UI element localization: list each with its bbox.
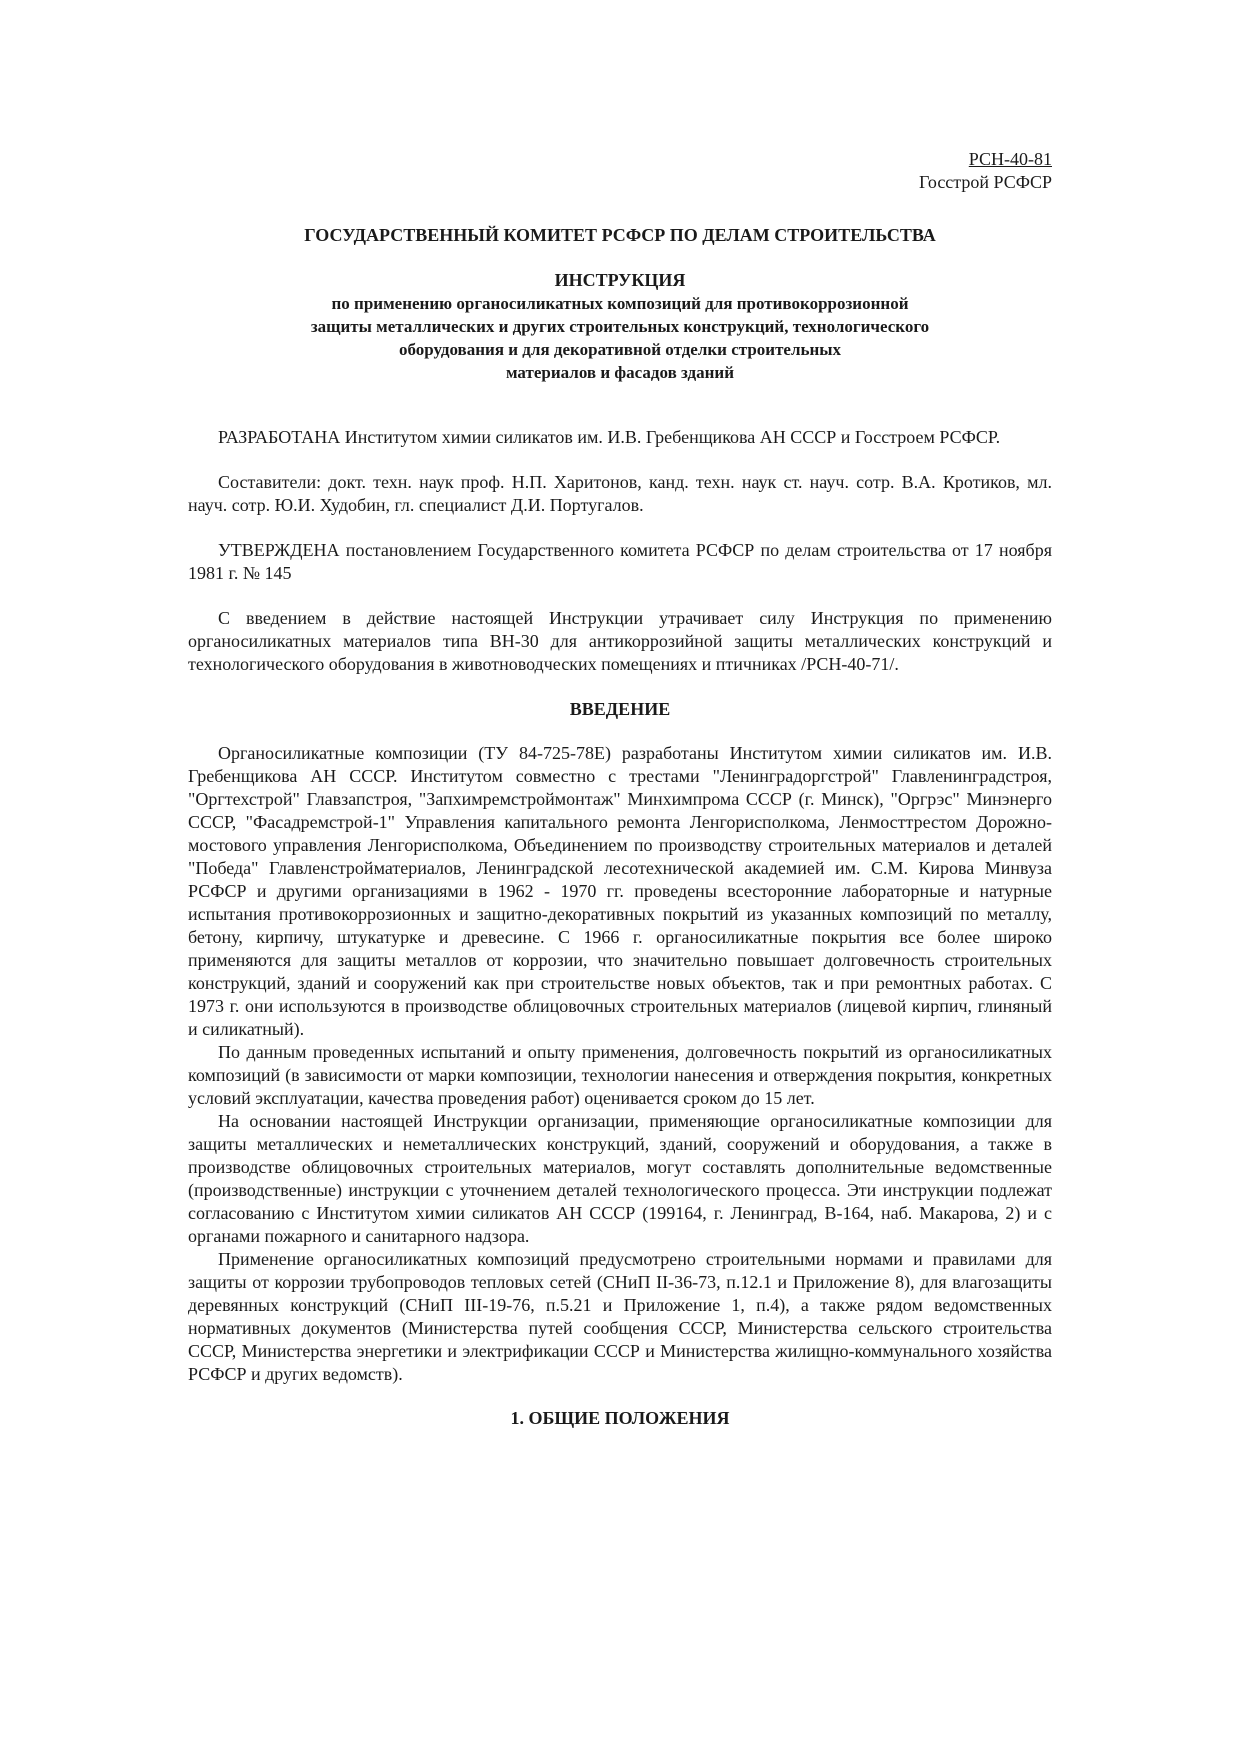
- intro-paragraph: По данным проведенных испытаний и опыту применения, долговечность покрытий из органосиликатных композиций (в зависимости от марки композиции, технологии нанесения и отверждения покрытия, конкретных условий эксплуатации, качества проведения работ) оценивается сроком до 15 лет.: [188, 1042, 1052, 1108]
- approved-paragraph: УТВЕРЖДЕНА постановлением Государственного комитета РСФСР по делам строительства от 17 ноября 1981 г. № 145: [188, 540, 1052, 583]
- document-subtitle: [188, 292, 1052, 384]
- document-meta: [188, 426, 1052, 676]
- subtitle-line: защиты металлических и других строительных конструкций, технологического: [310, 317, 930, 336]
- committee-heading: ГОСУДАРСТВЕННЫЙ КОМИТЕТ РСФСР ПО ДЕЛАМ СТРОИТЕЛЬСТВА: [304, 225, 936, 245]
- intro-heading: ВВЕДЕНИЕ: [569, 699, 671, 719]
- document-header: [188, 148, 1052, 194]
- developed-by-paragraph: РАЗРАБОТАНА Институтом химии силикатов им. И.В. Гребенщикова АН СССР и Госстроем РСФСР.: [218, 427, 1001, 447]
- intro-paragraph: Применение органосиликатных композиций предусмотрено строительными нормами и правилами для защиты от коррозии трубопроводов тепловых сетей (СНиП II-36-73, п.12.1 и Приложение 8), для влагозащиты деревянных конструкций (СНиП III-19-76, п.5.21 и Приложение 1, п.4), а также рядом ведомственных нормативных документов (Министерства путей сообщения СССР, Министерства сельского строительства СССР, Министерства энергетики и электрификации СССР и Министерства жилищно-коммунального хозяйства РСФСР и других ведомств).: [188, 1249, 1052, 1384]
- document-code-link[interactable]: РСН-40-81: [968, 149, 1052, 169]
- supersedes-paragraph: С введением в действие настоящей Инструкции утрачивает силу Инструкция по применению органосиликатных материалов типа ВН-30 для антикоррозийной защиты металлических конструкций и технологического оборудования в животноводческих помещениях и птичниках /РСН-40-71/.: [188, 608, 1052, 674]
- authors-paragraph: Составители: докт. техн. наук проф. Н.П. Харитонов, канд. техн. наук ст. науч. сотр. В.А. Кротиков, мл. науч. сотр. Ю.И. Худобин, гл. специалист Д.И. Португалов.: [188, 472, 1052, 515]
- intro-section: [188, 742, 1052, 1386]
- document-page: [188, 148, 1052, 1451]
- document-title: ИНСТРУКЦИЯ: [554, 270, 686, 290]
- section-1-heading: 1. ОБЩИЕ ПОЛОЖЕНИЯ: [510, 1408, 730, 1428]
- document-issuer: Госстрой РСФСР: [919, 172, 1052, 192]
- subtitle-line: материалов и фасадов зданий: [505, 363, 735, 382]
- subtitle-line: по применению органосиликатных композиций для противокоррозионной: [331, 294, 909, 313]
- intro-paragraph: На основании настоящей Инструкции организации, применяющие органосиликатные композиции для защиты металлических и неметаллических конструкций, зданий, сооружений и оборудования, а также в производстве облицовочных строительных материалов, могут составлять дополнительные ведомственные (производственные) инструкции с уточнением деталей технологического процесса. Эти инструкции подлежат согласованию с Институтом химии силикатов АН СССР (199164, г. Ленинград, В-164, наб. Макарова, 2) и с органами пожарного и санитарного надзора.: [188, 1111, 1052, 1246]
- intro-paragraph: Органосиликатные композиции (ТУ 84-725-78Е) разработаны Институтом химии силикатов им. И.В. Гребенщикова АН СССР. Институтом совместно с трестами "Ленинградоргстрой" Главленинградстроя, "Оргтехстрой" Главзапстроя, "Запхимремстроймонтаж" Минхимпрома СССР (г. Минск), "Оргрэс" Минэнерго СССР, "Фасадремстрой-1" Управления капитального ремонта Ленгорисполкома, Ленмосттрестом Дорожно-мостового управления Ленгорисполкома, Объединением по производству строительных материалов и деталей "Победа" Главленстройматериалов, Ленинградской лесотехнической академией им. С.М. Кирова Минвуза РСФСР и другими организациями в 1962 - 1970 гг. проведены всесторонние лабораторные и натурные испытания противокоррозионных и защитно-декоративных покрытий из указанных композиций по металлу, бетону, кирпичу, штукатурке и древесине. С 1966 г. органосиликатные покрытия все более широко применяются для защиты металлов от коррозии, что значительно повышает долговечность строительных конструкций, зданий и сооружений как при строительстве новых объектов, так и при ремонтных работах. С 1973 г. они используются в производстве облицовочных строительных материалов (лицевой кирпич, глиняный и силикатный).: [188, 743, 1052, 1039]
- subtitle-line: оборудования и для декоративной отделки строительных: [398, 340, 842, 359]
